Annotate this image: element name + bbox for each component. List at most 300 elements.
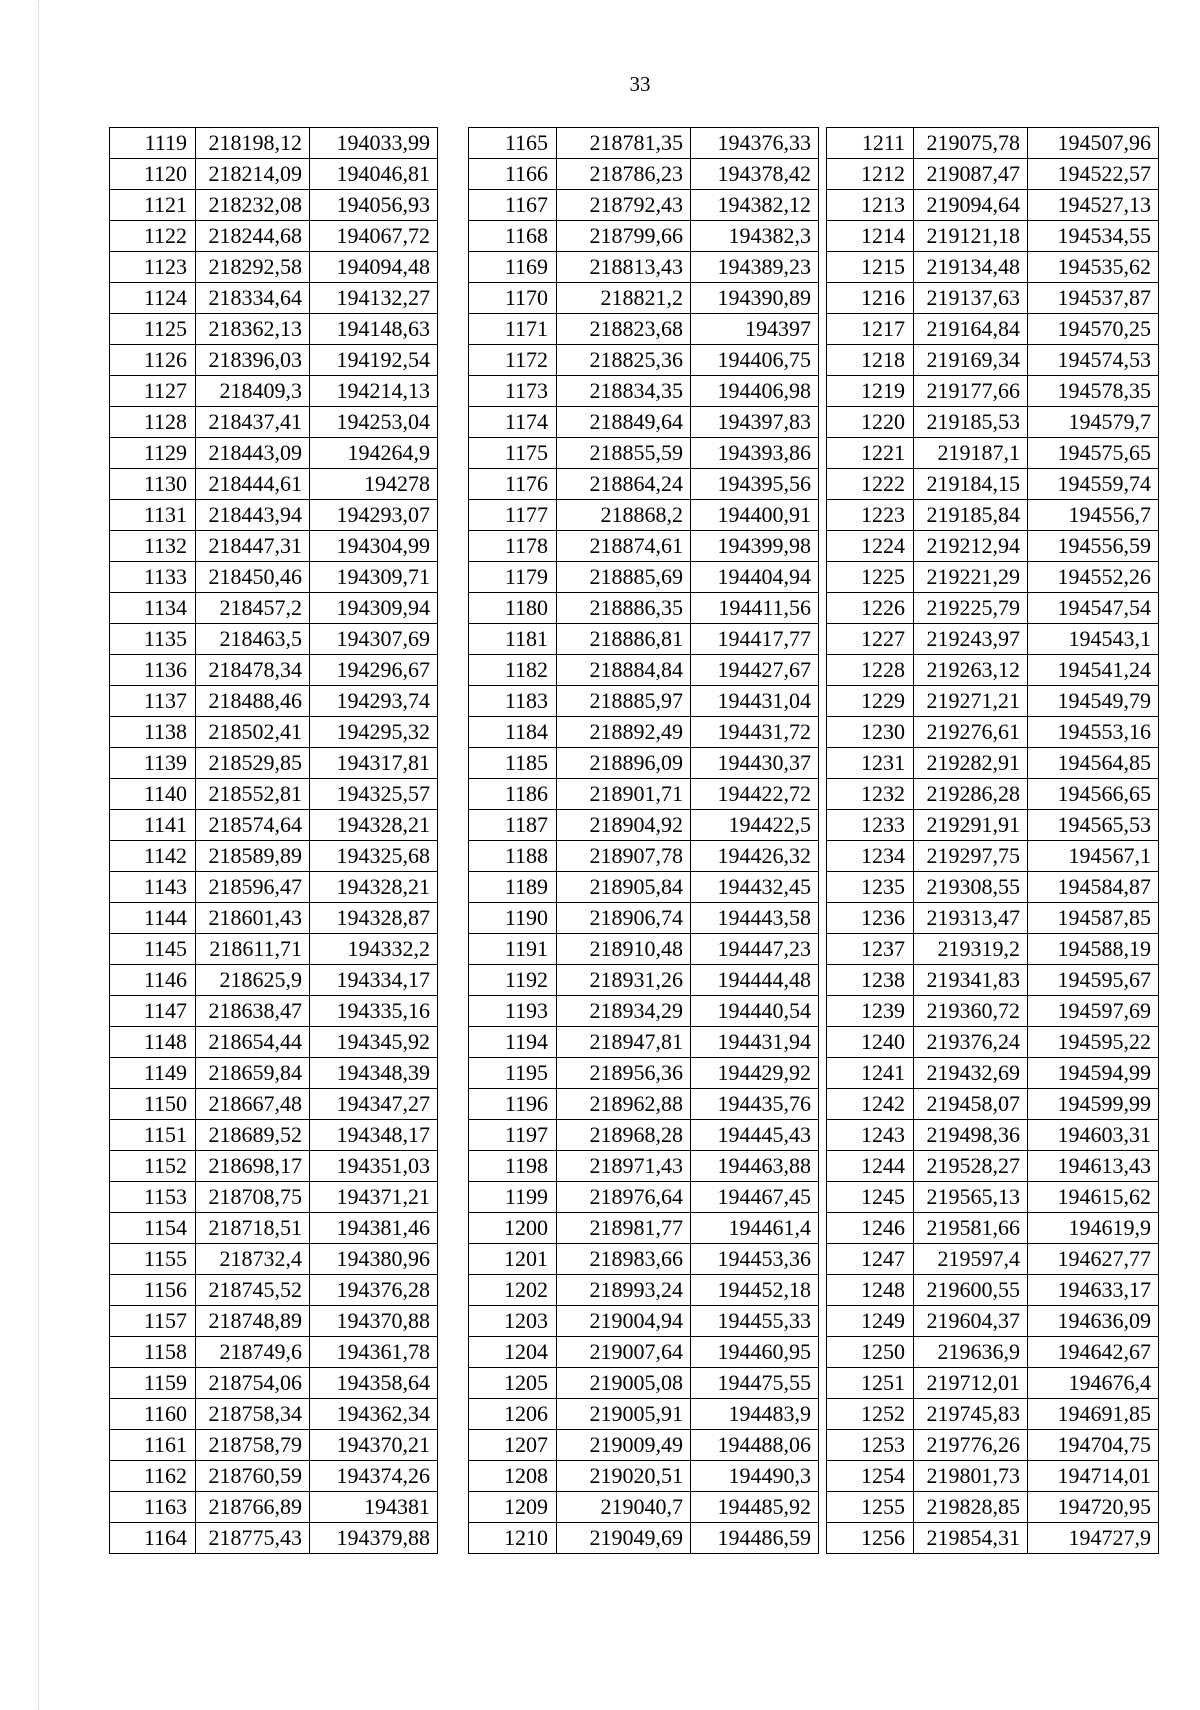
x-coordinate-cell: 218956,36 [557, 1058, 691, 1089]
x-coordinate-cell: 218781,35 [557, 128, 691, 159]
point-number-cell: 1246 [827, 1213, 914, 1244]
x-coordinate-cell: 219005,91 [557, 1399, 691, 1430]
x-coordinate-cell: 219094,64 [914, 190, 1028, 221]
y-coordinate-cell: 194603,31 [1028, 1120, 1159, 1151]
table-row [827, 314, 1159, 345]
table-row [110, 128, 438, 159]
y-coordinate-cell: 194399,98 [691, 531, 819, 562]
x-coordinate-cell: 219854,31 [914, 1523, 1028, 1554]
point-number-cell: 1231 [827, 748, 914, 779]
y-coordinate-cell: 194293,74 [310, 686, 438, 717]
point-number-cell: 1191 [469, 934, 557, 965]
y-coordinate-cell: 194432,45 [691, 872, 819, 903]
x-coordinate-cell: 218813,43 [557, 252, 691, 283]
table-row [469, 128, 819, 159]
x-coordinate-cell: 218910,48 [557, 934, 691, 965]
table-row [469, 1399, 819, 1430]
x-coordinate-cell: 219134,48 [914, 252, 1028, 283]
y-coordinate-cell: 194214,13 [310, 376, 438, 407]
y-coordinate-cell: 194325,57 [310, 779, 438, 810]
y-coordinate-cell: 194347,27 [310, 1089, 438, 1120]
x-coordinate-cell: 218698,17 [196, 1151, 310, 1182]
table-row [110, 593, 438, 624]
point-number-cell: 1132 [110, 531, 196, 562]
point-number-cell: 1135 [110, 624, 196, 655]
table-row [469, 1089, 819, 1120]
point-number-cell: 1148 [110, 1027, 196, 1058]
y-coordinate-cell: 194453,36 [691, 1244, 819, 1275]
table-row [827, 1306, 1159, 1337]
y-coordinate-cell: 194564,85 [1028, 748, 1159, 779]
table-row [827, 1120, 1159, 1151]
x-coordinate-cell: 219075,78 [914, 128, 1028, 159]
y-coordinate-cell: 194417,77 [691, 624, 819, 655]
point-number-cell: 1238 [827, 965, 914, 996]
point-number-cell: 1213 [827, 190, 914, 221]
point-number-cell: 1161 [110, 1430, 196, 1461]
point-number-cell: 1242 [827, 1089, 914, 1120]
y-coordinate-cell: 194595,67 [1028, 965, 1159, 996]
point-number-cell: 1240 [827, 1027, 914, 1058]
table-row [110, 1120, 438, 1151]
y-coordinate-cell: 194483,9 [691, 1399, 819, 1430]
x-coordinate-cell: 218443,94 [196, 500, 310, 531]
y-coordinate-cell: 194445,43 [691, 1120, 819, 1151]
x-coordinate-cell: 218611,71 [196, 934, 310, 965]
table-row [827, 748, 1159, 779]
table-row [469, 376, 819, 407]
table-row [110, 748, 438, 779]
y-coordinate-cell: 194574,53 [1028, 345, 1159, 376]
point-number-cell: 1237 [827, 934, 914, 965]
table-row [110, 686, 438, 717]
point-number-cell: 1164 [110, 1523, 196, 1554]
x-coordinate-cell: 218292,58 [196, 252, 310, 283]
table-row [110, 1430, 438, 1461]
point-number-cell: 1201 [469, 1244, 557, 1275]
y-coordinate-cell: 194376,28 [310, 1275, 438, 1306]
point-number-cell: 1131 [110, 500, 196, 531]
table-row [827, 779, 1159, 810]
table-row [469, 1492, 819, 1523]
point-number-cell: 1249 [827, 1306, 914, 1337]
table-row [469, 1058, 819, 1089]
y-coordinate-cell: 194335,16 [310, 996, 438, 1027]
table-row [827, 562, 1159, 593]
y-coordinate-cell: 194541,24 [1028, 655, 1159, 686]
x-coordinate-cell: 219007,64 [557, 1337, 691, 1368]
y-coordinate-cell: 194552,26 [1028, 562, 1159, 593]
point-number-cell: 1159 [110, 1368, 196, 1399]
y-coordinate-cell: 194381 [310, 1492, 438, 1523]
x-coordinate-cell: 219187,1 [914, 438, 1028, 469]
x-coordinate-cell: 218823,68 [557, 314, 691, 345]
table-row [469, 500, 819, 531]
x-coordinate-cell: 219271,21 [914, 686, 1028, 717]
point-number-cell: 1173 [469, 376, 557, 407]
table-row [469, 934, 819, 965]
point-number-cell: 1126 [110, 345, 196, 376]
y-coordinate-cell: 194475,55 [691, 1368, 819, 1399]
y-coordinate-cell: 194535,62 [1028, 252, 1159, 283]
y-coordinate-cell: 194307,69 [310, 624, 438, 655]
point-number-cell: 1152 [110, 1151, 196, 1182]
x-coordinate-cell: 219184,15 [914, 469, 1028, 500]
point-number-cell: 1236 [827, 903, 914, 934]
point-number-cell: 1212 [827, 159, 914, 190]
x-coordinate-cell: 218589,89 [196, 841, 310, 872]
y-coordinate-cell: 194549,79 [1028, 686, 1159, 717]
table-row [469, 469, 819, 500]
x-coordinate-cell: 218444,61 [196, 469, 310, 500]
y-coordinate-cell: 194370,88 [310, 1306, 438, 1337]
y-coordinate-cell: 194566,65 [1028, 779, 1159, 810]
y-coordinate-cell: 194556,7 [1028, 500, 1159, 531]
x-coordinate-cell: 218708,75 [196, 1182, 310, 1213]
x-coordinate-cell: 219432,69 [914, 1058, 1028, 1089]
y-coordinate-cell: 194431,04 [691, 686, 819, 717]
table-row [827, 345, 1159, 376]
x-coordinate-cell: 219604,37 [914, 1306, 1028, 1337]
y-coordinate-cell: 194431,72 [691, 717, 819, 748]
y-coordinate-cell: 194633,17 [1028, 1275, 1159, 1306]
y-coordinate-cell: 194332,2 [310, 934, 438, 965]
table-row [110, 1151, 438, 1182]
x-coordinate-cell: 218907,78 [557, 841, 691, 872]
table-row [827, 655, 1159, 686]
x-coordinate-cell: 218874,61 [557, 531, 691, 562]
y-coordinate-cell: 194579,7 [1028, 407, 1159, 438]
table-row [827, 159, 1159, 190]
point-number-cell: 1130 [110, 469, 196, 500]
x-coordinate-cell: 219308,55 [914, 872, 1028, 903]
point-number-cell: 1219 [827, 376, 914, 407]
point-number-cell: 1158 [110, 1337, 196, 1368]
y-coordinate-cell: 194390,89 [691, 283, 819, 314]
y-coordinate-cell: 194440,54 [691, 996, 819, 1027]
y-coordinate-cell: 194382,3 [691, 221, 819, 252]
x-coordinate-cell: 218625,9 [196, 965, 310, 996]
x-coordinate-cell: 219185,84 [914, 500, 1028, 531]
table-row [827, 934, 1159, 965]
y-coordinate-cell: 194411,56 [691, 593, 819, 624]
x-coordinate-cell: 218244,68 [196, 221, 310, 252]
y-coordinate-cell: 194422,72 [691, 779, 819, 810]
table-row [469, 1182, 819, 1213]
y-coordinate-cell: 194599,99 [1028, 1089, 1159, 1120]
y-coordinate-cell: 194304,99 [310, 531, 438, 562]
point-number-cell: 1141 [110, 810, 196, 841]
y-coordinate-cell: 194400,91 [691, 500, 819, 531]
point-number-cell: 1227 [827, 624, 914, 655]
x-coordinate-cell: 218758,34 [196, 1399, 310, 1430]
x-coordinate-cell: 218968,28 [557, 1120, 691, 1151]
point-number-cell: 1168 [469, 221, 557, 252]
point-number-cell: 1228 [827, 655, 914, 686]
y-coordinate-cell: 194720,95 [1028, 1492, 1159, 1523]
point-number-cell: 1129 [110, 438, 196, 469]
point-number-cell: 1243 [827, 1120, 914, 1151]
x-coordinate-cell: 218659,84 [196, 1058, 310, 1089]
coordinate-table-1 [109, 127, 438, 1554]
x-coordinate-cell: 219776,26 [914, 1430, 1028, 1461]
x-coordinate-cell: 218601,43 [196, 903, 310, 934]
x-coordinate-cell: 218758,79 [196, 1430, 310, 1461]
table-row [110, 810, 438, 841]
y-coordinate-cell: 194253,04 [310, 407, 438, 438]
x-coordinate-cell: 218667,48 [196, 1089, 310, 1120]
point-number-cell: 1254 [827, 1461, 914, 1492]
point-number-cell: 1145 [110, 934, 196, 965]
table-row [469, 407, 819, 438]
table-row [827, 686, 1159, 717]
table-row [469, 283, 819, 314]
y-coordinate-cell: 194381,46 [310, 1213, 438, 1244]
table-row [110, 190, 438, 221]
x-coordinate-cell: 219040,7 [557, 1492, 691, 1523]
point-number-cell: 1206 [469, 1399, 557, 1430]
point-number-cell: 1202 [469, 1275, 557, 1306]
y-coordinate-cell: 194556,59 [1028, 531, 1159, 562]
point-number-cell: 1170 [469, 283, 557, 314]
y-coordinate-cell: 194334,17 [310, 965, 438, 996]
table-row [469, 748, 819, 779]
table-row [110, 872, 438, 903]
x-coordinate-cell: 218864,24 [557, 469, 691, 500]
point-number-cell: 1121 [110, 190, 196, 221]
table-row [469, 562, 819, 593]
point-number-cell: 1123 [110, 252, 196, 283]
point-number-cell: 1183 [469, 686, 557, 717]
y-coordinate-cell: 194615,62 [1028, 1182, 1159, 1213]
x-coordinate-cell: 218396,03 [196, 345, 310, 376]
x-coordinate-cell: 218745,52 [196, 1275, 310, 1306]
point-number-cell: 1119 [110, 128, 196, 159]
x-coordinate-cell: 219291,91 [914, 810, 1028, 841]
y-coordinate-cell: 194056,93 [310, 190, 438, 221]
table-row [110, 345, 438, 376]
point-number-cell: 1122 [110, 221, 196, 252]
point-number-cell: 1221 [827, 438, 914, 469]
y-coordinate-cell: 194371,21 [310, 1182, 438, 1213]
x-coordinate-cell: 218443,09 [196, 438, 310, 469]
table-row [469, 903, 819, 934]
point-number-cell: 1157 [110, 1306, 196, 1337]
y-coordinate-cell: 194328,21 [310, 810, 438, 841]
y-coordinate-cell: 194351,03 [310, 1151, 438, 1182]
x-coordinate-cell: 219177,66 [914, 376, 1028, 407]
point-number-cell: 1172 [469, 345, 557, 376]
point-number-cell: 1204 [469, 1337, 557, 1368]
table-row [110, 934, 438, 965]
point-number-cell: 1195 [469, 1058, 557, 1089]
y-coordinate-cell: 194486,59 [691, 1523, 819, 1554]
x-coordinate-cell: 218934,29 [557, 996, 691, 1027]
x-coordinate-cell: 218689,52 [196, 1120, 310, 1151]
y-coordinate-cell: 194293,07 [310, 500, 438, 531]
y-coordinate-cell: 194406,75 [691, 345, 819, 376]
x-coordinate-cell: 218983,66 [557, 1244, 691, 1275]
table-row [110, 1213, 438, 1244]
point-number-cell: 1234 [827, 841, 914, 872]
x-coordinate-cell: 218884,84 [557, 655, 691, 686]
table-row [110, 1306, 438, 1337]
table-row [110, 1244, 438, 1275]
point-number-cell: 1153 [110, 1182, 196, 1213]
point-number-cell: 1222 [827, 469, 914, 500]
table-row [110, 1368, 438, 1399]
y-coordinate-cell: 194485,92 [691, 1492, 819, 1523]
point-number-cell: 1166 [469, 159, 557, 190]
y-coordinate-cell: 194348,17 [310, 1120, 438, 1151]
table-row [110, 1275, 438, 1306]
table-row [827, 996, 1159, 1027]
table-row [827, 1151, 1159, 1182]
table-row [110, 1461, 438, 1492]
point-number-cell: 1255 [827, 1492, 914, 1523]
x-coordinate-cell: 218786,23 [557, 159, 691, 190]
x-coordinate-cell: 218457,2 [196, 593, 310, 624]
y-coordinate-cell: 194467,45 [691, 1182, 819, 1213]
table-row [827, 469, 1159, 500]
y-coordinate-cell: 194406,98 [691, 376, 819, 407]
table-row [469, 1151, 819, 1182]
table-row [110, 252, 438, 283]
y-coordinate-cell: 194382,12 [691, 190, 819, 221]
point-number-cell: 1247 [827, 1244, 914, 1275]
y-coordinate-cell: 194714,01 [1028, 1461, 1159, 1492]
y-coordinate-cell: 194522,57 [1028, 159, 1159, 190]
y-coordinate-cell: 194358,64 [310, 1368, 438, 1399]
y-coordinate-cell: 194430,37 [691, 748, 819, 779]
table-row [469, 872, 819, 903]
table-row [469, 1275, 819, 1306]
y-coordinate-cell: 194345,92 [310, 1027, 438, 1058]
table-row [827, 593, 1159, 624]
x-coordinate-cell: 219581,66 [914, 1213, 1028, 1244]
point-number-cell: 1216 [827, 283, 914, 314]
coordinate-table-2 [468, 127, 819, 1554]
x-coordinate-cell: 218437,41 [196, 407, 310, 438]
table-row [469, 1120, 819, 1151]
y-coordinate-cell: 194328,87 [310, 903, 438, 934]
x-coordinate-cell: 218334,64 [196, 283, 310, 314]
point-number-cell: 1133 [110, 562, 196, 593]
y-coordinate-cell: 194348,39 [310, 1058, 438, 1089]
point-number-cell: 1192 [469, 965, 557, 996]
table-row [827, 438, 1159, 469]
y-coordinate-cell: 194389,23 [691, 252, 819, 283]
x-coordinate-cell: 218821,2 [557, 283, 691, 314]
y-coordinate-cell: 194264,9 [310, 438, 438, 469]
table-row [110, 1089, 438, 1120]
x-coordinate-cell: 219225,79 [914, 593, 1028, 624]
table-row [110, 314, 438, 345]
table-row [827, 1027, 1159, 1058]
x-coordinate-cell: 218886,81 [557, 624, 691, 655]
table-row [827, 407, 1159, 438]
point-number-cell: 1209 [469, 1492, 557, 1523]
table-row [827, 810, 1159, 841]
point-number-cell: 1147 [110, 996, 196, 1027]
table-row [827, 841, 1159, 872]
y-coordinate-cell: 194192,54 [310, 345, 438, 376]
x-coordinate-cell: 218904,92 [557, 810, 691, 841]
table-row [827, 221, 1159, 252]
point-number-cell: 1200 [469, 1213, 557, 1244]
x-coordinate-cell: 218962,88 [557, 1089, 691, 1120]
table-row [110, 717, 438, 748]
x-coordinate-cell: 219297,75 [914, 841, 1028, 872]
table-row [827, 1275, 1159, 1306]
point-number-cell: 1150 [110, 1089, 196, 1120]
point-number-cell: 1120 [110, 159, 196, 190]
point-number-cell: 1253 [827, 1430, 914, 1461]
y-coordinate-cell: 194507,96 [1028, 128, 1159, 159]
table-row [827, 190, 1159, 221]
x-coordinate-cell: 218896,09 [557, 748, 691, 779]
x-coordinate-cell: 219600,55 [914, 1275, 1028, 1306]
x-coordinate-cell: 219005,08 [557, 1368, 691, 1399]
y-coordinate-cell: 194376,33 [691, 128, 819, 159]
x-coordinate-cell: 218198,12 [196, 128, 310, 159]
x-coordinate-cell: 218885,69 [557, 562, 691, 593]
point-number-cell: 1154 [110, 1213, 196, 1244]
table-row [110, 438, 438, 469]
point-number-cell: 1185 [469, 748, 557, 779]
x-coordinate-cell: 219276,61 [914, 717, 1028, 748]
point-number-cell: 1162 [110, 1461, 196, 1492]
table-row [469, 1523, 819, 1554]
point-number-cell: 1140 [110, 779, 196, 810]
coordinate-table-3 [826, 127, 1159, 1554]
y-coordinate-cell: 194444,48 [691, 965, 819, 996]
table-row [827, 1337, 1159, 1368]
point-number-cell: 1171 [469, 314, 557, 345]
y-coordinate-cell: 194553,16 [1028, 717, 1159, 748]
y-coordinate-cell: 194370,21 [310, 1430, 438, 1461]
point-number-cell: 1181 [469, 624, 557, 655]
x-coordinate-cell: 219286,28 [914, 779, 1028, 810]
point-number-cell: 1241 [827, 1058, 914, 1089]
y-coordinate-cell: 194374,26 [310, 1461, 438, 1492]
point-number-cell: 1136 [110, 655, 196, 686]
table-row [110, 965, 438, 996]
table-row [469, 531, 819, 562]
x-coordinate-cell: 218981,77 [557, 1213, 691, 1244]
x-coordinate-cell: 219263,12 [914, 655, 1028, 686]
table-row [110, 531, 438, 562]
x-coordinate-cell: 219185,53 [914, 407, 1028, 438]
table-row [469, 996, 819, 1027]
y-coordinate-cell: 194584,87 [1028, 872, 1159, 903]
y-coordinate-cell: 194426,32 [691, 841, 819, 872]
x-coordinate-cell: 218799,66 [557, 221, 691, 252]
y-coordinate-cell: 194575,65 [1028, 438, 1159, 469]
x-coordinate-cell: 218502,41 [196, 717, 310, 748]
table-row [469, 1244, 819, 1275]
y-coordinate-cell: 194570,25 [1028, 314, 1159, 345]
x-coordinate-cell: 219313,47 [914, 903, 1028, 934]
y-coordinate-cell: 194559,74 [1028, 469, 1159, 500]
point-number-cell: 1250 [827, 1337, 914, 1368]
x-coordinate-cell: 218749,6 [196, 1337, 310, 1368]
y-coordinate-cell: 194547,54 [1028, 593, 1159, 624]
x-coordinate-cell: 218892,49 [557, 717, 691, 748]
point-number-cell: 1215 [827, 252, 914, 283]
y-coordinate-cell: 194727,9 [1028, 1523, 1159, 1554]
y-coordinate-cell: 194452,18 [691, 1275, 819, 1306]
